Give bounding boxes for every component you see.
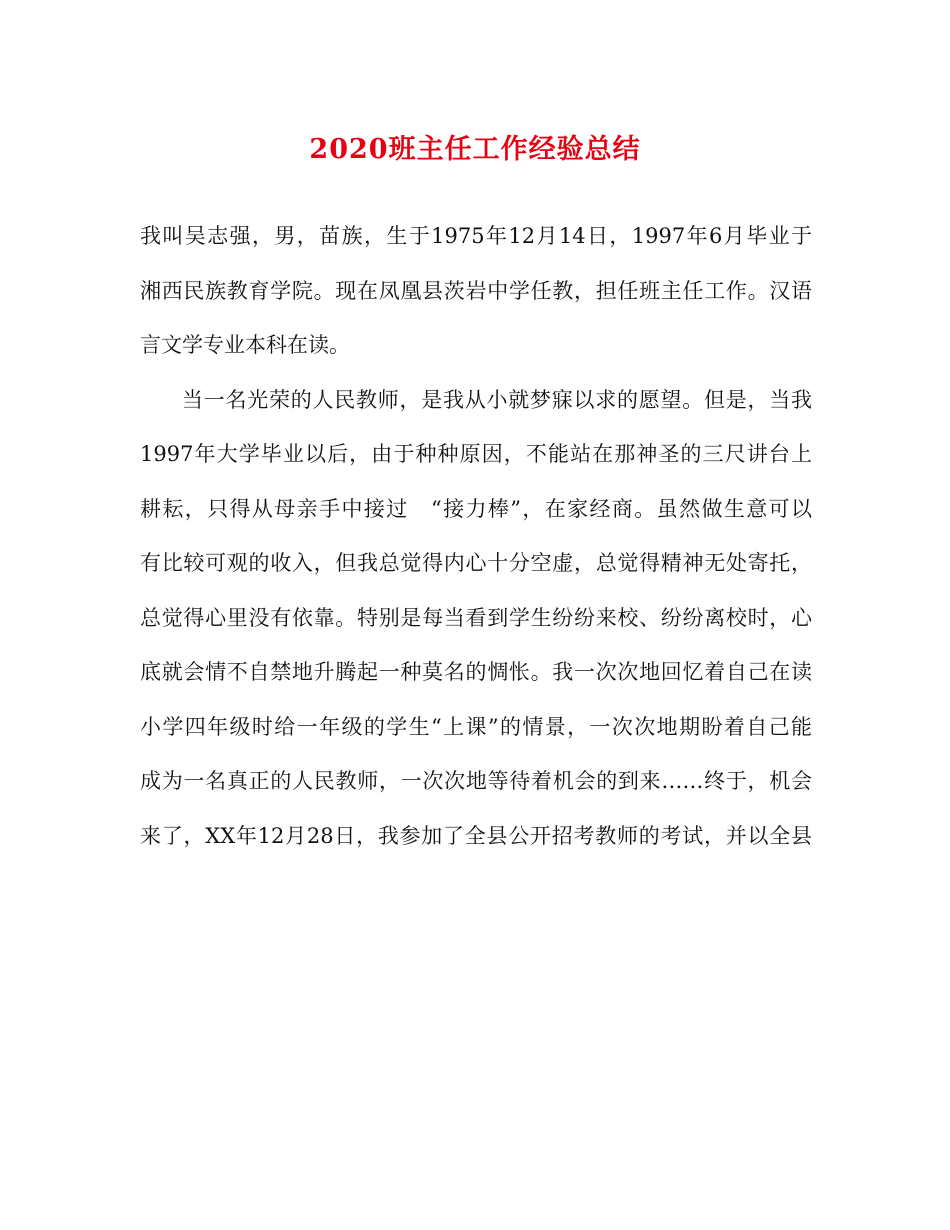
body-line: 总觉得心里没有依靠。特别是每当看到学生纷纷来校、纷纷离校时，心 — [140, 605, 812, 630]
body-line: 来了，XX年12月28日，我参加了全县公开招考教师的考试，并以全县 — [140, 823, 812, 848]
body-line: 底就会情不自禁地升腾起一种莫名的惆怅。我一次次地回忆着自己在读 — [140, 660, 812, 684]
body-line: 湘西民族教育学院。现在凤凰县茨岩中学任教，担任班主任工作。汉语 — [140, 278, 812, 303]
document-title: 2020班主任工作经验总结 — [309, 134, 641, 165]
body-line: 小学四年级时给一年级的学生“上课”的情景，一次次地期盼着自己能 — [140, 714, 812, 739]
document-body — [140, 212, 812, 866]
body-line: 1997年大学毕业以后，由于种种原因，不能站在那神圣的三尺讲台上 — [140, 442, 812, 466]
body-line: 成为一名真正的人民教师，一次次地等待着机会的到来……终于，机会 — [140, 769, 812, 793]
body-line: 耕耘，只得从母亲手中接过 “接力棒”，在家经商。虽然做生意可以 — [140, 496, 812, 521]
body-line: 当一名光荣的人民教师，是我从小就梦寐以求的愿望。但是，当我 — [182, 387, 812, 412]
body-line: 有比较可观的收入，但我总觉得内心十分空虚，总觉得精神无处寄托， — [140, 551, 812, 575]
body-line: 言文学专业本科在读。 — [140, 333, 350, 357]
body-line: 我叫吴志强，男，苗族，生于1975年12月14日，1997年6月毕业于 — [140, 224, 812, 248]
